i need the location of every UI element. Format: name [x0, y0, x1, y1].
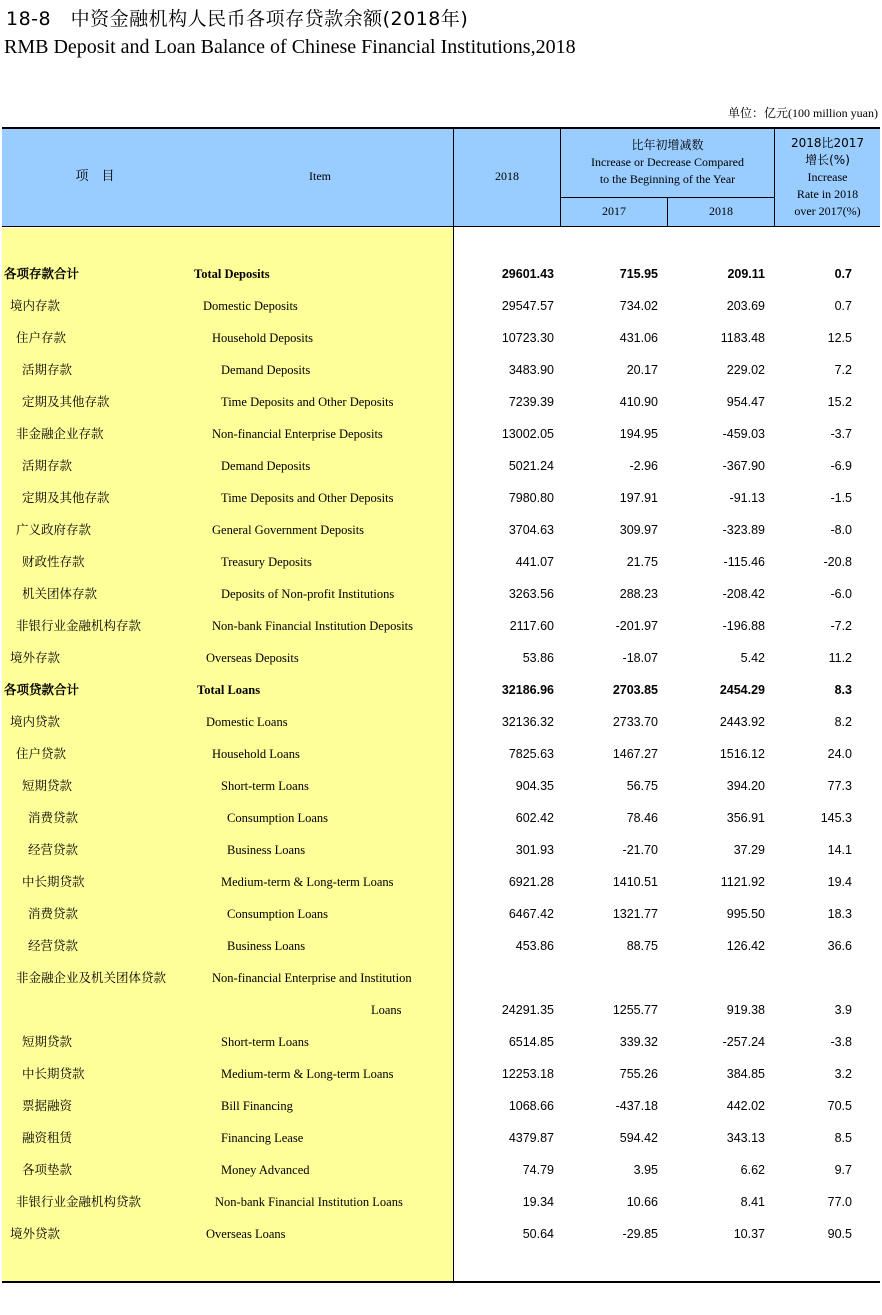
row-value-2018: 2117.60 — [509, 619, 554, 633]
row-item-en: Household Deposits — [212, 331, 314, 345]
row-item-en: Non-financial Enterprise Deposits — [212, 427, 383, 441]
row-increase-2017: 3.95 — [633, 1163, 658, 1177]
row-item-en: Domestic Deposits — [203, 299, 298, 313]
row-item-cn: 广义政府存款 — [16, 522, 92, 537]
row-increase-2018: -208.42 — [722, 587, 765, 601]
row-item-en: Money Advanced — [221, 1163, 310, 1177]
table-row — [0, 520, 882, 540]
row-increase-2017: -29.85 — [622, 1227, 658, 1241]
table-row — [0, 648, 882, 668]
table-row — [0, 552, 882, 572]
row-increase-2018: 8.41 — [740, 1195, 765, 1209]
row-item-cn: 短期贷款 — [22, 778, 73, 793]
row-increase-2017: 715.95 — [619, 267, 658, 281]
row-rate: 18.3 — [827, 907, 852, 921]
row-increase-2018: 2443.92 — [719, 715, 765, 729]
row-rate: -6.9 — [830, 459, 852, 473]
row-item-en: Demand Deposits — [221, 363, 311, 377]
row-rate: 70.5 — [827, 1099, 852, 1113]
row-increase-2017: -21.70 — [622, 843, 658, 857]
title-chinese: 18-8 中资金融机构人民币各项存贷款余额(2018年) — [6, 8, 469, 30]
row-item-cn: 非金融企业及机关团体贷款 — [16, 970, 167, 985]
row-increase-2018: -196.88 — [722, 619, 765, 633]
row-increase-2017: 339.32 — [619, 1035, 658, 1049]
row-rate: 0.7 — [834, 299, 852, 313]
table-row — [0, 808, 882, 828]
row-item-en: Deposits of Non-profit Institutions — [221, 587, 395, 601]
row-value-2018: 50.64 — [522, 1227, 554, 1241]
row-rate: 9.7 — [834, 1163, 852, 1177]
row-item-en: Consumption Loans — [227, 811, 329, 825]
row-increase-2018: 203.69 — [726, 299, 765, 313]
row-value-2018: 32186.96 — [501, 683, 554, 697]
row-increase-2018: -323.89 — [722, 523, 765, 537]
row-rate: -6.0 — [830, 587, 852, 601]
row-rate: 19.4 — [827, 875, 852, 889]
row-item-cn: 定期及其他存款 — [22, 490, 110, 505]
row-item-cn: 非银行业金融机构贷款 — [16, 1194, 142, 1209]
row-value-2018: 53.86 — [522, 651, 554, 665]
row-item-cn: 消费贷款 — [28, 810, 79, 825]
row-rate: 24.0 — [827, 747, 852, 761]
row-value-2018: 19.34 — [522, 1195, 554, 1209]
row-rate: 145.3 — [820, 811, 852, 825]
row-increase-2017: -18.07 — [622, 651, 658, 665]
table-row — [0, 776, 882, 796]
row-value-2018: 29601.43 — [501, 267, 554, 281]
row-increase-2017: 20.17 — [626, 363, 658, 377]
row-increase-2017: 78.46 — [626, 811, 658, 825]
unit-label — [728, 104, 878, 121]
row-increase-2017: -2.96 — [629, 459, 658, 473]
row-increase-2018: 6.62 — [740, 1163, 765, 1177]
row-item-en: Non-bank Financial Institution Deposits — [212, 619, 414, 633]
row-value-2018: 4379.87 — [508, 1131, 554, 1145]
header-increase-en-2: to the Beginning of the Year — [599, 172, 736, 186]
row-increase-2017: 194.95 — [619, 427, 658, 441]
row-item-en: Total Loans — [197, 683, 261, 697]
row-increase-2018: 1516.12 — [719, 747, 765, 761]
row-item-cn: 境外存款 — [10, 650, 61, 665]
table-bottom-rule — [2, 1281, 880, 1283]
row-item-cn: 境内贷款 — [10, 714, 61, 729]
row-value-2018: 13002.05 — [501, 427, 554, 441]
row-item-en: Non-bank Financial Institution Loans — [215, 1195, 403, 1209]
row-value-2018: 3704.63 — [508, 523, 554, 537]
table-row — [0, 680, 882, 700]
row-item-en: Overseas Loans — [206, 1227, 286, 1241]
row-item-en: Non-financial Enterprise and Institution — [212, 971, 412, 985]
row-rate: 3.2 — [834, 1067, 852, 1081]
header-increase-cn: 比年初增减数 — [631, 138, 704, 152]
row-rate: -8.0 — [830, 523, 852, 537]
row-increase-2017: -201.97 — [615, 619, 658, 633]
row-increase-2018: 442.02 — [726, 1099, 765, 1113]
table-row — [0, 264, 882, 284]
row-increase-2018: 919.38 — [726, 1003, 765, 1017]
row-item-en: Business Loans — [227, 939, 306, 953]
row-value-2018: 29547.57 — [501, 299, 554, 313]
row-value-2018: 6467.42 — [508, 907, 554, 921]
row-increase-2018: -257.24 — [722, 1035, 765, 1049]
row-item-cn: 各项存款合计 — [4, 266, 80, 281]
table-row — [0, 1160, 882, 1180]
title-english: RMB Deposit and Loan Balance of Chinese Financial Institutions,2018 — [4, 36, 576, 58]
table-row — [0, 840, 882, 860]
row-value-2018: 441.07 — [515, 555, 554, 569]
header-sub-2018: 2018 — [709, 204, 733, 218]
row-item-cn: 经营贷款 — [28, 938, 79, 953]
row-item-cn: 机关团体存款 — [22, 586, 98, 601]
row-rate: 8.2 — [834, 715, 852, 729]
row-increase-2018: 5.42 — [740, 651, 765, 665]
row-item-en: Household Loans — [212, 747, 300, 761]
row-item-cn: 融资租赁 — [22, 1130, 73, 1145]
row-value-2018: 5021.24 — [508, 459, 554, 473]
table-row — [0, 392, 882, 412]
row-increase-2018: 37.29 — [733, 843, 765, 857]
header-increase-en-1: Increase or Decrease Compared — [591, 155, 744, 169]
row-increase-2018: 209.11 — [727, 267, 765, 281]
header-item-cn: 项 目 — [75, 169, 115, 184]
row-value-2018: 7825.63 — [508, 747, 554, 761]
row-rate: -7.2 — [830, 619, 852, 633]
table-row — [0, 328, 882, 348]
row-increase-2017: 309.97 — [619, 523, 658, 537]
row-rate: -3.8 — [830, 1035, 852, 1049]
table-row — [0, 904, 882, 924]
row-increase-2017: 431.06 — [619, 331, 658, 345]
row-item-en: Overseas Deposits — [206, 651, 299, 665]
row-item-en: Financing Lease — [221, 1131, 304, 1145]
row-item-cn: 票据融资 — [22, 1098, 73, 1113]
header-2018: 2018 — [495, 169, 519, 183]
row-item-en: Time Deposits and Other Deposits — [221, 491, 394, 505]
row-item-en: Domestic Loans — [206, 715, 288, 729]
row-rate: 8.3 — [834, 683, 852, 697]
row-increase-2018: -91.13 — [729, 491, 765, 505]
row-item-en: Treasury Deposits — [221, 555, 312, 569]
header-rate-5: over 2017(%) — [794, 204, 861, 218]
row-increase-2017: 1321.77 — [612, 907, 658, 921]
table-row — [0, 616, 882, 636]
row-value-2018: 3263.56 — [508, 587, 554, 601]
row-increase-2018: -459.03 — [722, 427, 765, 441]
row-item-en: Bill Financing — [221, 1099, 293, 1113]
row-item-en: Demand Deposits — [221, 459, 311, 473]
row-item-en: Short-term Loans — [221, 779, 309, 793]
row-rate: 0.7 — [834, 267, 852, 281]
row-item-en: Time Deposits and Other Deposits — [221, 395, 394, 409]
row-rate: 3.9 — [834, 1003, 852, 1017]
row-item-cn: 非金融企业存款 — [16, 426, 104, 441]
row-rate: 15.2 — [827, 395, 852, 409]
table-row — [0, 1224, 882, 1244]
row-rate: 14.1 — [827, 843, 852, 857]
row-value-2018: 74.79 — [522, 1163, 554, 1177]
header-rate-1: 2018比2017 — [790, 136, 865, 150]
header-item-en: Item — [309, 169, 331, 183]
row-item-cn: 住户存款 — [16, 330, 67, 345]
table-row — [0, 584, 882, 604]
row-rate: 11.2 — [828, 651, 852, 665]
row-value-2018: 32136.32 — [501, 715, 554, 729]
header-rate-3: Increase — [807, 170, 848, 184]
row-item-cn: 各项垫款 — [22, 1162, 73, 1177]
row-increase-2018: 954.47 — [726, 395, 765, 409]
unit-label-cn: 单位：亿元 — [727, 106, 788, 120]
row-increase-2018: 126.42 — [726, 939, 765, 953]
table-row — [0, 1128, 882, 1148]
row-increase-2017: 56.75 — [626, 779, 658, 793]
row-increase-2018: 229.02 — [726, 363, 765, 377]
row-item-en: General Government Deposits — [212, 523, 365, 537]
table-row — [0, 488, 882, 508]
row-item-en: Medium-term & Long-term Loans — [221, 1067, 394, 1081]
row-item-en: Business Loans — [227, 843, 306, 857]
header-rate — [775, 135, 880, 220]
row-item-cn: 中长期贷款 — [22, 1066, 85, 1081]
row-item-cn: 消费贷款 — [28, 906, 79, 921]
row-rate: 90.5 — [827, 1227, 852, 1241]
row-item-cn: 活期存款 — [22, 458, 73, 473]
row-increase-2017: 288.23 — [619, 587, 658, 601]
row-item-en: Short-term Loans — [221, 1035, 309, 1049]
row-item-en: Medium-term & Long-term Loans — [221, 875, 394, 889]
row-rate: 77.0 — [827, 1195, 852, 1209]
table-row — [0, 360, 882, 380]
row-value-2018: 602.42 — [515, 811, 554, 825]
table-row — [0, 968, 882, 988]
row-value-2018: 3483.90 — [508, 363, 554, 377]
table-row — [0, 424, 882, 444]
row-rate: 12.5 — [827, 331, 852, 345]
table-row — [0, 1096, 882, 1116]
row-increase-2017: 10.66 — [626, 1195, 658, 1209]
row-increase-2018: 343.13 — [726, 1131, 765, 1145]
row-item-en: Total Deposits — [194, 267, 270, 281]
row-increase-2018: 995.50 — [726, 907, 765, 921]
row-item-en: Loans — [371, 1003, 402, 1017]
header-bottom-rule — [2, 226, 880, 227]
row-increase-2017: 410.90 — [619, 395, 658, 409]
header-sub-2017: 2017 — [602, 204, 626, 218]
row-rate: -3.7 — [830, 427, 852, 441]
row-increase-2017: 1410.51 — [612, 875, 658, 889]
table-row — [0, 712, 882, 732]
row-value-2018: 301.93 — [515, 843, 554, 857]
row-increase-2017: 21.75 — [626, 555, 658, 569]
table-row — [0, 1000, 882, 1020]
row-item-cn: 各项贷款合计 — [4, 682, 80, 697]
row-value-2018: 6514.85 — [508, 1035, 554, 1049]
table-row — [0, 1064, 882, 1084]
unit-label-en: (100 million yuan) — [788, 106, 878, 120]
row-item-cn: 住户贷款 — [16, 746, 67, 761]
row-increase-2017: 2703.85 — [612, 683, 658, 697]
row-increase-2017: 197.91 — [619, 491, 658, 505]
row-increase-2017: 88.75 — [626, 939, 658, 953]
row-item-en: Consumption Loans — [227, 907, 329, 921]
row-increase-2017: -437.18 — [615, 1099, 658, 1113]
header-increase — [561, 137, 774, 188]
row-rate: 36.6 — [827, 939, 852, 953]
row-rate: 8.5 — [834, 1131, 852, 1145]
row-value-2018: 904.35 — [515, 779, 554, 793]
row-value-2018: 7239.39 — [508, 395, 554, 409]
row-value-2018: 24291.35 — [501, 1003, 554, 1017]
row-rate: -20.8 — [823, 555, 852, 569]
table-row — [0, 936, 882, 956]
row-rate: -1.5 — [830, 491, 852, 505]
table-row — [0, 744, 882, 764]
row-increase-2018: 1183.48 — [720, 331, 765, 345]
row-increase-2018: 1121.92 — [720, 875, 765, 889]
row-rate: 77.3 — [827, 779, 852, 793]
row-increase-2018: 384.85 — [726, 1067, 765, 1081]
row-increase-2018: 2454.29 — [719, 683, 765, 697]
row-item-cn: 境外贷款 — [10, 1226, 61, 1241]
row-item-cn: 境内存款 — [10, 298, 61, 313]
row-rate: 7.2 — [834, 363, 852, 377]
row-item-cn: 非银行业金融机构存款 — [16, 618, 142, 633]
row-value-2018: 10723.30 — [501, 331, 554, 345]
row-increase-2018: 356.91 — [726, 811, 765, 825]
row-value-2018: 453.86 — [515, 939, 554, 953]
table-row — [0, 1192, 882, 1212]
row-item-cn: 短期贷款 — [22, 1034, 73, 1049]
row-item-cn: 经营贷款 — [28, 842, 79, 857]
table-row — [0, 1032, 882, 1052]
row-value-2018: 6921.28 — [508, 875, 554, 889]
row-increase-2018: 394.20 — [726, 779, 765, 793]
row-increase-2018: 10.37 — [733, 1227, 765, 1241]
table-top-rule — [2, 127, 880, 129]
row-increase-2018: -115.46 — [723, 555, 765, 569]
row-item-cn: 活期存款 — [22, 362, 73, 377]
header-rate-4: Rate in 2018 — [796, 187, 859, 201]
row-value-2018: 7980.80 — [508, 491, 554, 505]
row-increase-2017: 1467.27 — [612, 747, 658, 761]
row-item-cn: 定期及其他存款 — [22, 394, 110, 409]
row-item-cn: 中长期贷款 — [22, 874, 85, 889]
row-item-cn: 财政性存款 — [22, 554, 85, 569]
row-increase-2017: 1255.77 — [612, 1003, 658, 1017]
row-increase-2017: 755.26 — [619, 1067, 658, 1081]
table-row — [0, 872, 882, 892]
row-increase-2017: 594.42 — [619, 1131, 658, 1145]
table-row — [0, 296, 882, 316]
row-value-2018: 1068.66 — [508, 1099, 554, 1113]
row-increase-2018: -367.90 — [722, 459, 765, 473]
row-value-2018: 12253.18 — [501, 1067, 554, 1081]
row-increase-2017: 734.02 — [619, 299, 658, 313]
table-row — [0, 456, 882, 476]
row-increase-2017: 2733.70 — [612, 715, 658, 729]
header-rate-2: 增长(%) — [805, 153, 850, 167]
